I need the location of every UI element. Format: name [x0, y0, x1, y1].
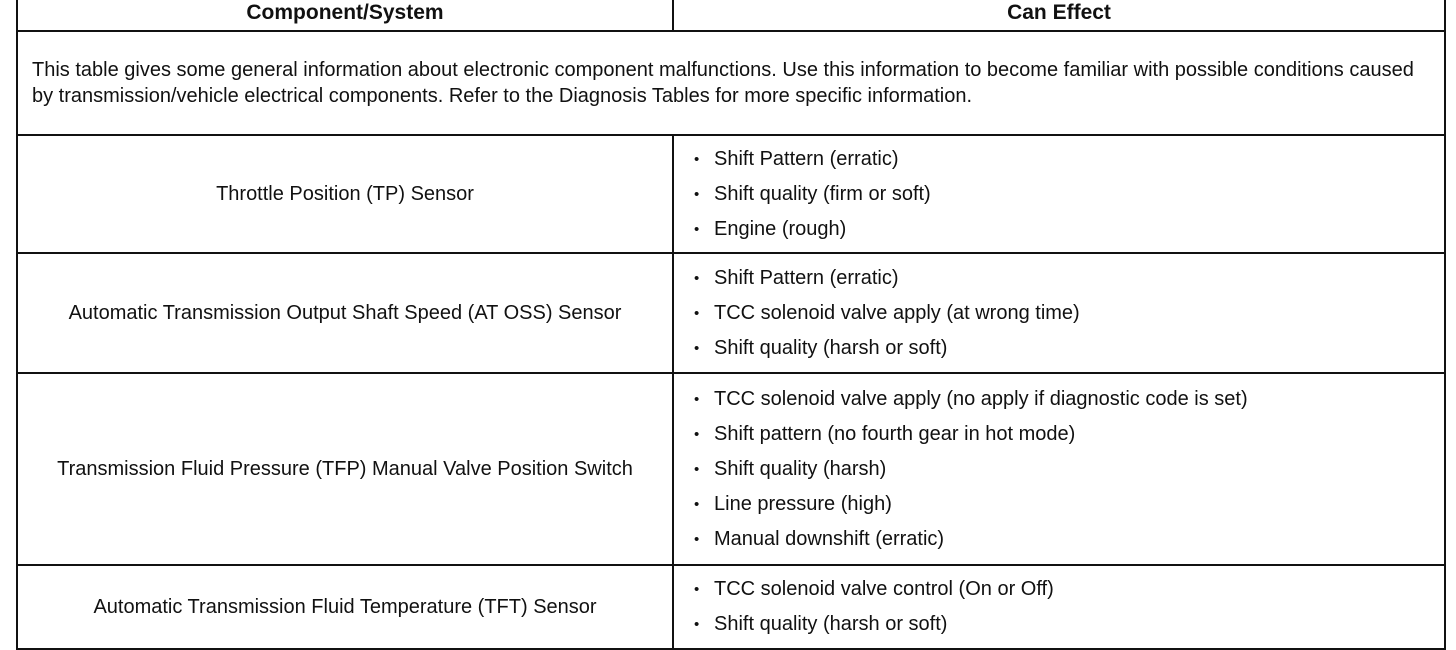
list-item	[692, 382, 1444, 417]
effect-text: Shift Pattern (erratic)	[714, 266, 899, 289]
effects-list	[692, 382, 1444, 557]
column-header-component: Component/System	[17, 0, 673, 31]
bullet-icon: •	[694, 616, 700, 633]
intro-text: This table gives some general information about electronic component malfunctions. Use this information to become familiar with possible conditions caused by transmission/vehicle electrical components. Refer to the Diagnosis Tables for more specific information.	[17, 31, 1445, 135]
list-item	[692, 607, 1444, 642]
effect-text: Shift quality (firm or soft)	[714, 182, 931, 205]
effect-text: TCC solenoid valve apply (at wrong time)	[714, 301, 1080, 324]
effect-text: Shift quality (harsh or soft)	[714, 613, 948, 635]
effects-cell	[673, 135, 1445, 253]
list-item	[692, 142, 1444, 177]
effect-text: Line pressure (high)	[714, 492, 892, 515]
effects-cell	[673, 565, 1445, 649]
effect-text: Engine (rough)	[714, 217, 847, 240]
list-item	[692, 177, 1444, 212]
bullet-icon: •	[694, 185, 700, 203]
bullet-icon: •	[694, 150, 700, 168]
effects-list	[692, 572, 1444, 642]
bullet-icon: •	[694, 581, 700, 598]
table-row	[17, 373, 1445, 565]
bullet-icon: •	[694, 390, 700, 408]
bullet-icon: •	[694, 220, 700, 238]
list-item	[692, 296, 1444, 331]
component-name: Automatic Transmission Fluid Temperature (TFT) Sensor	[17, 565, 673, 649]
column-header-effect: Can Effect	[673, 0, 1445, 31]
list-item	[692, 331, 1444, 366]
table-row	[17, 565, 1445, 649]
intro-row	[17, 31, 1445, 135]
effect-text: Manual downshift (erratic)	[714, 527, 945, 550]
component-name: Transmission Fluid Pressure (TFP) Manual Valve Position Switch	[17, 373, 673, 565]
bullet-icon: •	[694, 530, 700, 548]
effect-text: Shift pattern (no fourth gear in hot mode)	[714, 422, 1076, 445]
component-name: Automatic Transmission Output Shaft Speed (AT OSS) Sensor	[17, 253, 673, 373]
list-item	[692, 261, 1444, 296]
bullet-icon: •	[694, 425, 700, 443]
bullet-icon: •	[694, 269, 700, 287]
bullet-icon: •	[694, 495, 700, 513]
effect-text: Shift quality (harsh)	[714, 457, 887, 480]
effects-cell	[673, 373, 1445, 565]
bullet-icon: •	[694, 304, 700, 322]
list-item	[692, 487, 1444, 522]
effects-list	[692, 142, 1444, 247]
bullet-icon: •	[694, 460, 700, 478]
list-item	[692, 572, 1444, 607]
table-row	[17, 253, 1445, 373]
table-header-row	[17, 0, 1445, 31]
effect-text: Shift quality (harsh or soft)	[714, 336, 948, 359]
bullet-icon: •	[694, 339, 700, 357]
component-effects-table	[16, 0, 1446, 650]
effect-text: TCC solenoid valve apply (no apply if diagnostic code is set)	[714, 387, 1248, 410]
effects-cell	[673, 253, 1445, 373]
list-item	[692, 212, 1444, 247]
effects-list	[692, 261, 1444, 366]
list-item	[692, 417, 1444, 452]
table-row	[17, 135, 1445, 253]
list-item	[692, 522, 1444, 557]
effect-text: TCC solenoid valve control (On or Off)	[714, 578, 1054, 600]
component-name: Throttle Position (TP) Sensor	[17, 135, 673, 253]
list-item	[692, 452, 1444, 487]
effect-text: Shift Pattern (erratic)	[714, 147, 899, 170]
